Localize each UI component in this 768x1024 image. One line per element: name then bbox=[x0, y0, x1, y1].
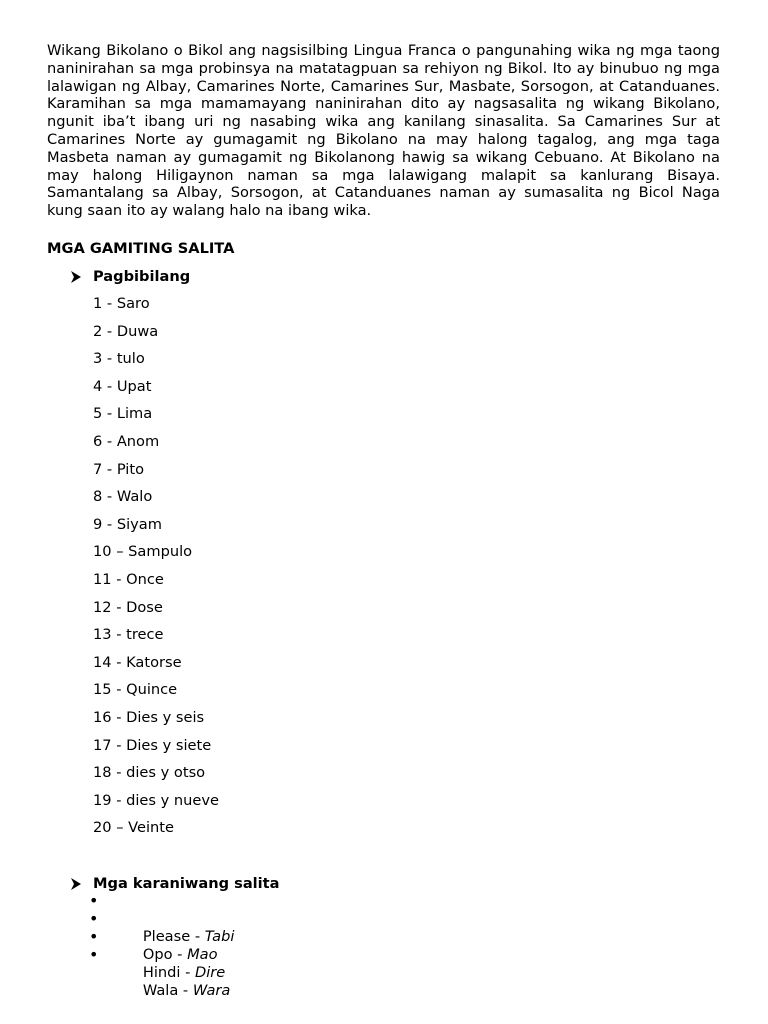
bikol-word: Mao bbox=[187, 945, 218, 963]
list-item: 4 - Upat bbox=[93, 377, 152, 395]
list-item: 20 – Veinte bbox=[93, 819, 174, 837]
list-item: 13 - trece bbox=[93, 626, 164, 644]
counting-list bbox=[93, 294, 219, 846]
common-words-heading: Mga karaniwang salita bbox=[93, 875, 280, 892]
list-item: 7 - Pito bbox=[93, 460, 145, 478]
list-item: 15 - Quince bbox=[93, 681, 178, 699]
list-item: 5 - Lima bbox=[93, 405, 153, 423]
intro-paragraph: Wikang Bikolano o Bikol ang nagsisilbing Lingua Franca o pangunahing wika ng mga taong naninirahan sa mga probinsya na matatagpuan sa rehiyon ng Bikol. Ito ay binubuo ng mga lalawigan ng Albay, Camarines Norte, Camarines Sur, Masbate, Sorsogon, at Catanduanes. Karamihan sa mga mamamayang naninirahan dito ay nagsasalita ng wikang Bikolano, ngunit iba’t ibang uri ng nasabing wika ang kanilang sinasalita. Sa Camarines Sur at Camarines Norte ay gumagamit ng Bikolano na may halong tagalog, ang mga taga Masbeta naman ay gumagamit ng Bikolanong hawig sa wikang Cebuano. At Bikolano na may halong Hiligaynon naman sa mga lalawigang malapit sa kanlurang Bisaya. Samantalang sa Albay, Sorsogon, at Catanduanes naman ay sumasalita ng Bicol Naga kung saan ito ay walang halo na ibang wika. bbox=[47, 42, 720, 220]
bikol-word: Dire bbox=[194, 963, 226, 981]
counting-heading: Pagbibilang bbox=[93, 268, 191, 285]
bullet-icon: • bbox=[89, 926, 99, 946]
list-item bbox=[89, 891, 235, 945]
list-item: 8 - Walo bbox=[93, 488, 153, 506]
english-word: Please - bbox=[142, 928, 205, 945]
arrow-bullet-icon bbox=[69, 877, 83, 891]
section-title: MGA GAMITING SALITA bbox=[47, 240, 235, 257]
list-item: 1 - Saro bbox=[93, 295, 150, 312]
list-item: 9 - Siyam bbox=[93, 515, 162, 533]
list-item: 11 - Once bbox=[93, 570, 164, 588]
bikol-word: Wara bbox=[192, 981, 231, 999]
common-words-list bbox=[89, 891, 235, 999]
list-item: 6 - Anom bbox=[93, 432, 160, 450]
list-item: 19 - dies y nueve bbox=[93, 791, 220, 809]
list-item: 18 - dies y otso bbox=[93, 764, 206, 782]
list-item: 12 - Dose bbox=[93, 598, 163, 616]
list-item: 17 - Dies y siete bbox=[93, 736, 212, 754]
list-item: 14 - Katorse bbox=[93, 653, 182, 671]
english-word: Hindi - bbox=[142, 963, 195, 981]
bullet-icon: • bbox=[89, 944, 99, 964]
bullet-icon: • bbox=[89, 891, 99, 910]
bikol-word: Tabi bbox=[204, 928, 235, 945]
english-word: Wala - bbox=[142, 981, 193, 999]
list-item: 16 - Dies y seis bbox=[93, 708, 205, 726]
bullet-icon: • bbox=[89, 908, 99, 928]
list-item: 2 - Duwa bbox=[93, 322, 159, 340]
arrow-bullet-icon bbox=[69, 270, 83, 284]
english-word: Opo - bbox=[142, 945, 188, 963]
list-item: 3 - tulo bbox=[93, 350, 145, 368]
list-item: 10 – Sampulo bbox=[93, 543, 193, 561]
